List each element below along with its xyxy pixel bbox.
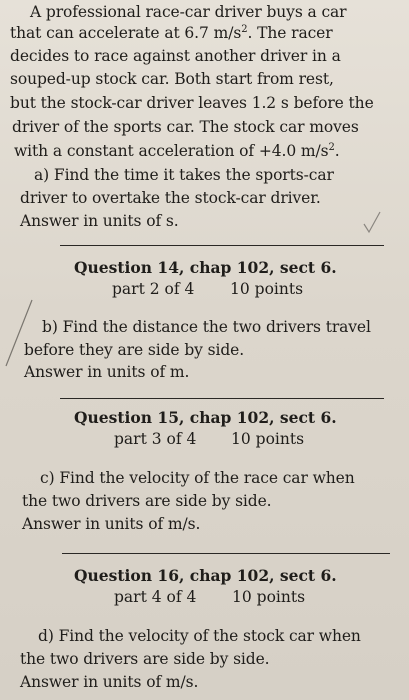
question-part: part 4 of 4 <box>114 588 197 606</box>
pencil-check-mark <box>362 210 382 236</box>
problem-line-5: but the stock-car driver leaves 1.2 s before the <box>10 94 374 112</box>
problem-line-7: with a constant acceleration of +4.0 $m/s^2$. <box>14 142 340 160</box>
divider-rule <box>62 553 390 554</box>
part-c-answer-units: Answer in units of m/s. <box>22 515 201 533</box>
part-c-line-2: the two drivers are side by side. <box>22 492 272 510</box>
divider-rule <box>60 398 384 399</box>
part-d-answer-units: Answer in units of m/s. <box>20 673 199 691</box>
question-part: part 2 of 4 <box>112 280 195 298</box>
part-c-line-1: c) Find the velocity of the race car when <box>40 469 355 487</box>
question-points: 10 points <box>230 280 304 298</box>
part-a-line-2: driver to overtake the stock-car driver. <box>20 189 321 207</box>
problem-line-3: decides to race against another driver in a <box>10 47 341 65</box>
part-b-answer-units: Answer in units of m. <box>24 363 190 381</box>
question-title: Question 16, chap 102, sect 6. <box>74 566 337 585</box>
problem-line-2: that can accelerate at 6.7 $m/s^2$. The racer <box>10 24 333 42</box>
question-points: 10 points <box>231 430 305 448</box>
question-title: Question 15, chap 102, sect 6. <box>74 408 337 427</box>
problem-line-6: driver of the sports car. The stock car moves <box>12 118 359 136</box>
part-d-line-2: the two drivers are side by side. <box>20 650 270 668</box>
question-part: part 3 of 4 <box>114 430 197 448</box>
question-title: Question 14, chap 102, sect 6. <box>74 258 337 277</box>
question-points: 10 points <box>232 588 306 606</box>
problem-line-1: A professional race-car driver buys a car <box>30 3 347 21</box>
part-d-line-1: d) Find the velocity of the stock car when <box>38 627 361 645</box>
part-b-line-1: b) Find the distance the two drivers travel <box>42 318 371 336</box>
part-b-line-2: before they are side by side. <box>24 341 245 359</box>
part-a-answer-units: Answer in units of s. <box>20 212 179 230</box>
problem-line-4: souped-up stock car. Both start from rest, <box>10 70 334 88</box>
part-a-line-1: a) Find the time it takes the sports-car <box>34 166 334 184</box>
divider-rule <box>60 245 384 246</box>
